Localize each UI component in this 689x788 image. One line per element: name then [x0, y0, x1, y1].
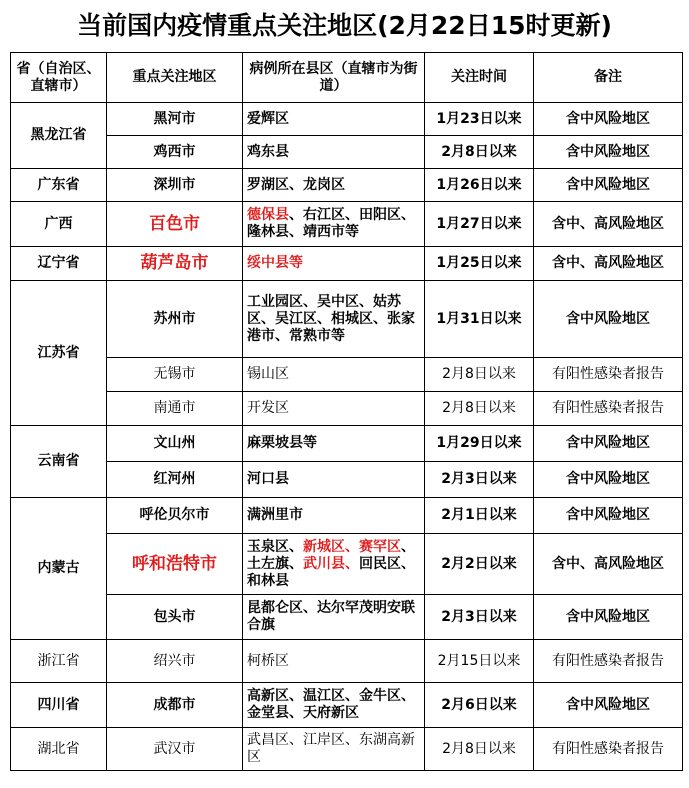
table-row — [11, 640, 683, 683]
province-cell: 四川省 — [11, 683, 107, 728]
remark-cell: 含中风险地区 — [534, 136, 683, 169]
since-cell: 2月8日以来 — [425, 136, 534, 169]
district-text: 玉泉区、 — [247, 538, 303, 555]
remark-cell: 含中风险地区 — [534, 462, 683, 498]
city-cell: 呼和浩特市 — [107, 534, 243, 595]
city-cell: 呼伦贝尔市 — [107, 498, 243, 534]
table-row — [11, 136, 683, 169]
table-row — [11, 392, 683, 426]
page-title: 当前国内疫情重点关注地区(2月22日15时更新) — [77, 11, 612, 40]
province-cell: 江苏省 — [11, 281, 107, 426]
since-cell: 1月26日以来 — [425, 169, 534, 202]
district-text: 、右江区、田阳区、隆林县、靖西市等 — [247, 207, 415, 240]
district-highlight: 新城区、赛罕区 — [303, 538, 401, 555]
table-row — [11, 202, 683, 247]
remark-cell: 含中风险地区 — [534, 103, 683, 136]
since-cell: 2月3日以来 — [425, 462, 534, 498]
remark-cell: 含中风险地区 — [534, 595, 683, 640]
remark-cell: 含中、高风险地区 — [534, 247, 683, 281]
since-cell: 2月15日以来 — [425, 640, 534, 683]
district-cell — [243, 202, 425, 247]
remark-cell: 含中风险地区 — [534, 498, 683, 534]
header-city: 重点关注地区 — [107, 53, 243, 103]
table-row — [11, 462, 683, 498]
district-cell: 麻栗坡县等 — [243, 426, 425, 462]
since-cell: 2月6日以来 — [425, 683, 534, 728]
district-cell: 柯桥区 — [243, 640, 425, 683]
table-row — [11, 358, 683, 392]
remark-cell: 有阳性感染者报告 — [534, 728, 683, 771]
since-cell: 2月8日以来 — [425, 392, 534, 426]
table-row — [11, 683, 683, 728]
since-cell: 1月23日以来 — [425, 103, 534, 136]
table-row — [11, 498, 683, 534]
city-cell: 南通市 — [107, 392, 243, 426]
district-cell: 武昌区、江岸区、东湖高新区 — [243, 728, 425, 771]
district-text: 回民区、和林县 — [247, 555, 415, 589]
province-cell: 广西 — [11, 202, 107, 247]
since-cell: 1月29日以来 — [425, 426, 534, 462]
header-remark: 备注 — [534, 53, 683, 103]
district-highlight: 绥中县等 — [247, 255, 303, 271]
district-cell: 满洲里市 — [243, 498, 425, 534]
remark-cell: 有阳性感染者报告 — [534, 358, 683, 392]
district-cell — [243, 247, 425, 281]
since-cell: 2月8日以来 — [425, 358, 534, 392]
province-cell: 辽宁省 — [11, 247, 107, 281]
table-row — [11, 595, 683, 640]
city-cell: 深圳市 — [107, 169, 243, 202]
table-row — [11, 247, 683, 281]
remark-cell: 含中风险地区 — [534, 683, 683, 728]
district-highlight: 武川县、 — [303, 555, 359, 572]
province-cell: 黑龙江省 — [11, 103, 107, 169]
city-cell: 苏州市 — [107, 281, 243, 358]
province-cell: 浙江省 — [11, 640, 107, 683]
city-cell: 绍兴市 — [107, 640, 243, 683]
city-cell: 文山州 — [107, 426, 243, 462]
risk-area-table — [10, 52, 683, 771]
district-cell: 昆都仑区、达尔罕茂明安联合旗 — [243, 595, 425, 640]
table-row — [11, 728, 683, 771]
header-since: 关注时间 — [425, 53, 534, 103]
table-row — [11, 281, 683, 358]
since-cell: 2月3日以来 — [425, 595, 534, 640]
remark-cell: 含中风险地区 — [534, 169, 683, 202]
table-row — [11, 426, 683, 462]
table-row — [11, 169, 683, 202]
since-cell: 1月31日以来 — [425, 281, 534, 358]
header-row — [11, 53, 683, 103]
city-cell: 武汉市 — [107, 728, 243, 771]
district-cell: 开发区 — [243, 392, 425, 426]
district-text: 、土左旗、 — [247, 538, 415, 572]
since-cell: 2月1日以来 — [425, 498, 534, 534]
remark-cell: 含中、高风险地区 — [534, 202, 683, 247]
district-cell: 河口县 — [243, 462, 425, 498]
city-cell: 百色市 — [107, 202, 243, 247]
table-row — [11, 103, 683, 136]
province-cell: 云南省 — [11, 426, 107, 498]
header-province: 省（自治区、直辖市） — [11, 53, 107, 103]
remark-cell: 有阳性感染者报告 — [534, 640, 683, 683]
remark-cell: 有阳性感染者报告 — [534, 392, 683, 426]
district-cell: 罗湖区、龙岗区 — [243, 169, 425, 202]
city-cell: 鸡西市 — [107, 136, 243, 169]
district-cell: 工业园区、吴中区、姑苏区、吴江区、相城区、张家港市、常熟市等 — [243, 281, 425, 358]
province-cell: 内蒙古 — [11, 498, 107, 640]
since-cell: 2月8日以来 — [425, 728, 534, 771]
city-cell: 红河州 — [107, 462, 243, 498]
since-cell: 1月25日以来 — [425, 247, 534, 281]
table-row — [11, 534, 683, 595]
city-cell: 成都市 — [107, 683, 243, 728]
city-cell: 包头市 — [107, 595, 243, 640]
header-district: 病例所在县区（直辖市为街道） — [243, 53, 425, 103]
district-cell: 高新区、温江区、金牛区、金堂县、天府新区 — [243, 683, 425, 728]
city-cell: 黑河市 — [107, 103, 243, 136]
city-cell: 葫芦岛市 — [107, 247, 243, 281]
remark-cell: 含中风险地区 — [534, 426, 683, 462]
since-cell: 2月2日以来 — [425, 534, 534, 595]
province-cell: 湖北省 — [11, 728, 107, 771]
remark-cell: 含中、高风险地区 — [534, 534, 683, 595]
province-cell: 广东省 — [11, 169, 107, 202]
district-highlight: 德保县 — [247, 207, 289, 223]
district-cell: 鸡东县 — [243, 136, 425, 169]
remark-cell: 含中风险地区 — [534, 281, 683, 358]
district-cell: 爱辉区 — [243, 103, 425, 136]
city-cell: 无锡市 — [107, 358, 243, 392]
since-cell: 1月27日以来 — [425, 202, 534, 247]
district-cell: 锡山区 — [243, 358, 425, 392]
district-cell — [243, 534, 425, 595]
